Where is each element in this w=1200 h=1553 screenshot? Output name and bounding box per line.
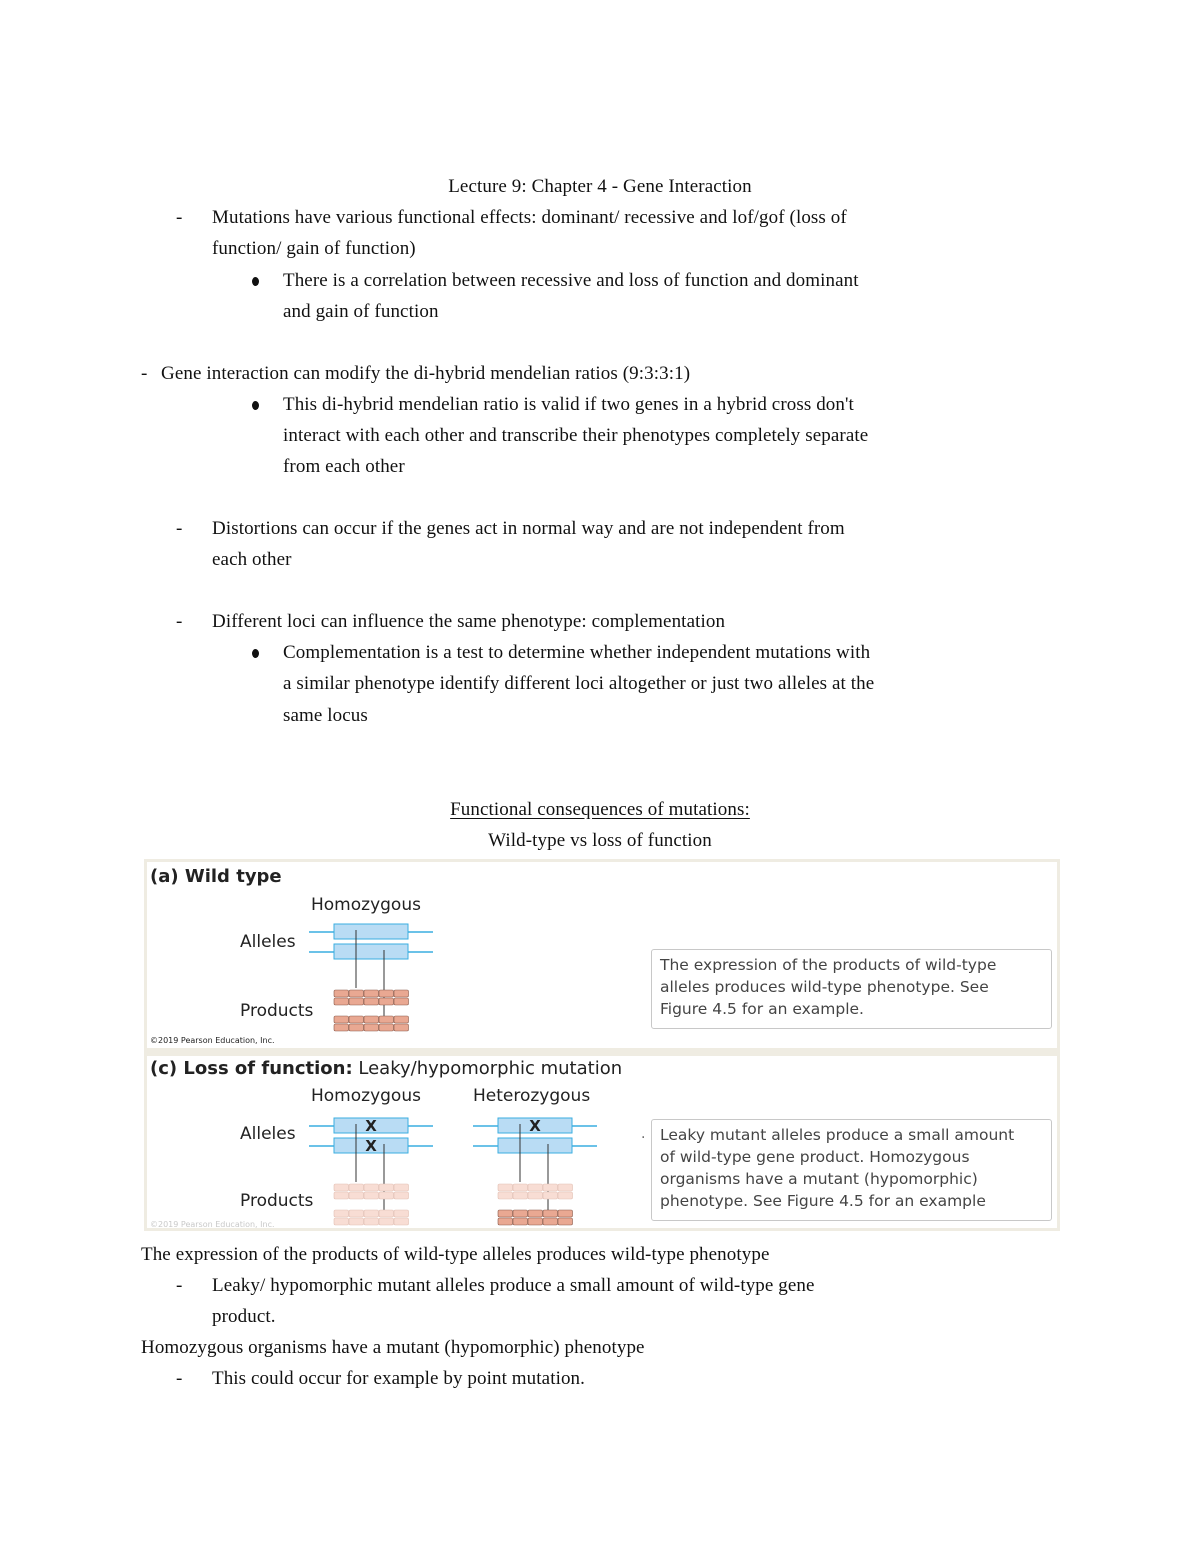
- gene-product-unit: [394, 1024, 409, 1031]
- dash-marker: -: [176, 207, 183, 228]
- gene-product-unit: [379, 1210, 394, 1217]
- list-item-text: Leaky/ hypomorphic mutant alleles produce a small amount of wild-type gene: [212, 1275, 815, 1296]
- gene-product-unit: [379, 1184, 394, 1191]
- list-item-text: Mutations have various functional effects: dominant/ recessive and lof/gof (loss of: [212, 207, 847, 228]
- gene-product-unit: [558, 1218, 573, 1225]
- row-label-alleles: Alleles: [240, 932, 296, 952]
- caption-line: Figure 4.5 for an example.: [660, 1000, 864, 1018]
- list-item-text: There is a correlation between recessive and loss of function and dominant: [283, 270, 859, 291]
- caption-line: phenotype. See Figure 4.5 for an example: [660, 1192, 986, 1210]
- gene-product-unit: [349, 1184, 364, 1191]
- gene-product-unit: [349, 998, 364, 1005]
- row-label-alleles: Alleles: [240, 1124, 296, 1144]
- list-item-text: product.: [212, 1306, 276, 1327]
- allele-box: [334, 944, 408, 959]
- gene-product-unit: [349, 1016, 364, 1023]
- list-item-text: Different loci can influence the same phenotype: complementation: [212, 611, 726, 632]
- caption-line: of wild-type gene product. Homozygous: [660, 1148, 970, 1166]
- gene-product-unit: [334, 1192, 349, 1199]
- gene-product-unit: [364, 990, 379, 997]
- gene-product-unit: [364, 1218, 379, 1225]
- gene-product-unit: [334, 1016, 349, 1023]
- caption-line: alleles produces wild-type phenotype. See: [660, 978, 989, 996]
- section-subheading: Wild-type vs loss of function: [488, 830, 712, 851]
- list-item-text: same locus: [283, 705, 368, 726]
- mutation-x-mark: X: [365, 1137, 377, 1155]
- gene-product-unit: [498, 1218, 513, 1225]
- gene-product-unit: [513, 1218, 528, 1225]
- gene-product-unit: [334, 990, 349, 997]
- gene-product-unit: [394, 1218, 409, 1225]
- gene-product-unit: [394, 1184, 409, 1191]
- panel-c-title-light: Leaky/hypomorphic mutation: [352, 1058, 623, 1079]
- gene-product-unit: [543, 1192, 558, 1199]
- gene-product-unit: [364, 1184, 379, 1191]
- caption-line: The expression of the products of wild-type: [660, 956, 997, 974]
- list-item-text: This could occur for example by point mutation.: [212, 1368, 586, 1389]
- list-item-text: function/ gain of function): [212, 238, 416, 259]
- gene-product-unit: [394, 1016, 409, 1023]
- mutation-x-mark: X: [365, 1117, 377, 1135]
- gene-product-unit: [394, 1192, 409, 1199]
- gene-product-unit: [334, 1184, 349, 1191]
- list-item-text: Gene interaction can modify the di-hybrid mendelian ratios (9:3:3:1): [161, 363, 691, 384]
- gene-product-unit: [364, 1024, 379, 1031]
- gene-product-unit: [513, 1210, 528, 1217]
- paragraph: Homozygous organisms have a mutant (hypomorphic) phenotype: [141, 1337, 645, 1358]
- row-label-products: Products: [240, 1001, 314, 1021]
- gene-product-unit: [498, 1192, 513, 1199]
- paragraph: The expression of the products of wild-type alleles produces wild-type phenotype: [141, 1244, 770, 1265]
- row-label-products: Products: [240, 1191, 314, 1211]
- gene-product-unit: [334, 1210, 349, 1217]
- bullet-icon: [252, 401, 259, 410]
- list-item-text: each other: [212, 549, 292, 570]
- document-title: Lecture 9: Chapter 4 - Gene Interaction: [448, 176, 752, 197]
- bullet-icon: [252, 649, 259, 658]
- list-item-text: Distortions can occur if the genes act in normal way and are not independent from: [212, 518, 845, 539]
- gene-product-unit: [543, 1218, 558, 1225]
- gene-product-unit: [528, 1210, 543, 1217]
- gene-product-unit: [364, 1210, 379, 1217]
- figure-panel-wild-type: [144, 859, 1060, 1051]
- gene-product-unit: [558, 1210, 573, 1217]
- copyright-notice: ©2019 Pearson Education, Inc.: [150, 1036, 275, 1045]
- column-label-homozygous: Homozygous: [311, 895, 421, 915]
- gene-product-unit: [364, 1016, 379, 1023]
- gene-product-unit: [349, 1192, 364, 1199]
- gene-product-unit: [379, 1192, 394, 1199]
- gene-product-unit: [364, 1192, 379, 1199]
- gene-product-unit: [394, 1210, 409, 1217]
- section-heading: Functional consequences of mutations:: [450, 799, 750, 820]
- gene-product-unit: [334, 998, 349, 1005]
- gene-product-unit: [349, 1218, 364, 1225]
- dash-marker: -: [176, 1368, 183, 1389]
- gene-product-unit: [364, 998, 379, 1005]
- gene-product-unit: [349, 1210, 364, 1217]
- panel-c-title-bold: (c) Loss of function:: [150, 1058, 353, 1079]
- gene-product-unit: [379, 990, 394, 997]
- stray-dot: .: [641, 1126, 646, 1142]
- dash-marker: -: [176, 611, 183, 632]
- gene-product-unit: [498, 1210, 513, 1217]
- mutation-x-mark: X: [529, 1117, 541, 1135]
- gene-product-unit: [513, 1192, 528, 1199]
- list-item-text: This di-hybrid mendelian ratio is valid if two genes in a hybrid cross don't: [283, 394, 854, 415]
- gene-product-unit: [528, 1218, 543, 1225]
- list-item-text: interact with each other and transcribe their phenotypes completely separate: [283, 425, 869, 446]
- column-label-homozygous: Homozygous: [311, 1086, 421, 1106]
- list-item-text: Complementation is a test to determine whether independent mutations with: [283, 642, 871, 663]
- list-item-text: a similar phenotype identify different loci altogether or just two alleles at the: [283, 673, 875, 694]
- caption-line: Leaky mutant alleles produce a small amount: [660, 1126, 1015, 1144]
- gene-product-unit: [543, 1184, 558, 1191]
- gene-product-unit: [379, 1024, 394, 1031]
- list-item-text: and gain of function: [283, 301, 439, 322]
- gene-product-unit: [498, 1184, 513, 1191]
- column-label-heterozygous: Heterozygous: [473, 1086, 591, 1106]
- gene-product-unit: [349, 990, 364, 997]
- bullet-icon: [252, 277, 259, 286]
- gene-product-unit: [513, 1184, 528, 1191]
- gene-product-unit: [379, 1218, 394, 1225]
- gene-product-unit: [334, 1024, 349, 1031]
- dash-marker: -: [176, 518, 183, 539]
- dash-marker: -: [176, 1275, 183, 1296]
- gene-product-unit: [349, 1024, 364, 1031]
- panel-a-title: (a) Wild type: [150, 866, 282, 887]
- gene-product-unit: [334, 1218, 349, 1225]
- panel-c-caption: [651, 1119, 1052, 1221]
- caption-line: organisms have a mutant (hypomorphic): [660, 1170, 978, 1188]
- gene-product-unit: [394, 990, 409, 997]
- gene-product-unit: [528, 1184, 543, 1191]
- panel-a-caption: [651, 949, 1052, 1029]
- gene-product-unit: [379, 998, 394, 1005]
- dash-marker: -: [141, 363, 148, 384]
- gene-product-unit: [379, 1016, 394, 1023]
- gene-product-unit: [558, 1184, 573, 1191]
- list-item-text: from each other: [283, 456, 405, 477]
- figure-panel-loss-of-function: [144, 1051, 1060, 1231]
- gene-product-unit: [394, 998, 409, 1005]
- gene-product-unit: [558, 1192, 573, 1199]
- gene-product-unit: [543, 1210, 558, 1217]
- allele-box: [498, 1138, 572, 1153]
- copyright-notice: ©2019 Pearson Education, Inc.: [150, 1220, 275, 1229]
- gene-product-unit: [528, 1192, 543, 1199]
- allele-box: [334, 924, 408, 939]
